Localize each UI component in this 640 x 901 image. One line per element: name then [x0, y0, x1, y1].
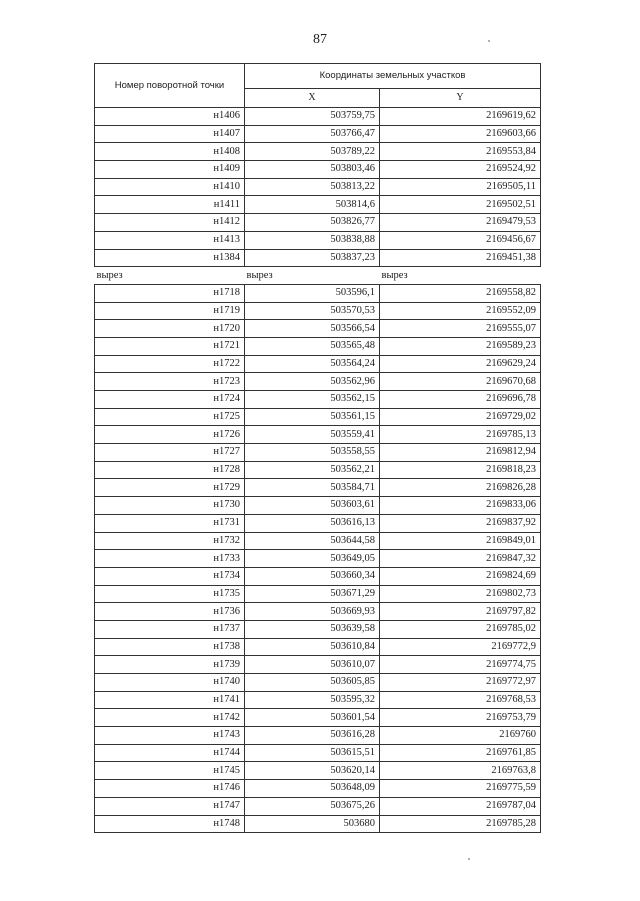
header-x: X [245, 89, 380, 108]
table-row [95, 302, 541, 320]
point-number-cell: н1408 [95, 143, 245, 161]
table-row [95, 797, 541, 815]
x-coordinate-cell: 503570,53 [245, 302, 380, 320]
point-number-cell: н1735 [95, 585, 245, 603]
point-number-cell: н1732 [95, 532, 245, 550]
point-number-cell: н1737 [95, 620, 245, 638]
x-coordinate-cell: 503826,77 [245, 214, 380, 232]
point-number-cell: н1413 [95, 231, 245, 249]
table-row [95, 231, 541, 249]
y-coordinate-cell: 2169505,11 [380, 178, 541, 196]
point-number-cell: н1725 [95, 408, 245, 426]
point-number-cell: н1411 [95, 196, 245, 214]
point-number-cell: н1731 [95, 514, 245, 532]
point-number-cell: н1407 [95, 125, 245, 143]
x-coordinate-cell: 503660,34 [245, 567, 380, 585]
y-coordinate-cell: 2169797,82 [380, 603, 541, 621]
x-coordinate-cell: 503837,23 [245, 249, 380, 267]
y-coordinate-cell: 2169524,92 [380, 161, 541, 179]
point-number-cell: н1747 [95, 797, 245, 815]
y-coordinate-cell: 2169812,94 [380, 444, 541, 462]
coordinates-table [94, 63, 541, 833]
table-row [95, 337, 541, 355]
x-coordinate-cell: 503562,96 [245, 373, 380, 391]
point-number-cell: н1733 [95, 550, 245, 568]
y-coordinate-cell: 2169753,79 [380, 709, 541, 727]
y-coordinate-cell: 2169847,32 [380, 550, 541, 568]
x-coordinate-cell: 503639,58 [245, 620, 380, 638]
x-coordinate-cell: 503789,22 [245, 143, 380, 161]
table-row [95, 603, 541, 621]
x-coordinate-cell: 503616,28 [245, 727, 380, 745]
y-coordinate-cell: 2169849,01 [380, 532, 541, 550]
point-number-cell: н1723 [95, 373, 245, 391]
point-number-cell: н1721 [95, 337, 245, 355]
table-row [95, 355, 541, 373]
table-row [95, 461, 541, 479]
table-row [95, 373, 541, 391]
point-number-cell: н1727 [95, 444, 245, 462]
x-coordinate-cell: 503562,21 [245, 461, 380, 479]
point-number-cell: н1384 [95, 249, 245, 267]
y-coordinate-cell: 2169787,04 [380, 797, 541, 815]
x-coordinate-cell: 503564,24 [245, 355, 380, 373]
y-coordinate-cell: 2169589,23 [380, 337, 541, 355]
table-row [95, 620, 541, 638]
table-row [95, 815, 541, 833]
y-coordinate-cell: 2169552,09 [380, 302, 541, 320]
y-coordinate-cell: 2169479,53 [380, 214, 541, 232]
y-coordinate-cell: 2169826,28 [380, 479, 541, 497]
page-number: 87 [313, 32, 327, 47]
x-coordinate-cell: 503620,14 [245, 762, 380, 780]
x-coordinate-cell: 503680 [245, 815, 380, 833]
table-row [95, 196, 541, 214]
point-number-cell: н1745 [95, 762, 245, 780]
x-coordinate-cell: 503803,46 [245, 161, 380, 179]
point-number-cell: н1410 [95, 178, 245, 196]
point-number-cell: н1748 [95, 815, 245, 833]
x-coordinate-cell: 503675,26 [245, 797, 380, 815]
point-number-cell: н1406 [95, 108, 245, 126]
table-row [95, 408, 541, 426]
point-number-cell: н1739 [95, 656, 245, 674]
x-coordinate-cell: 503813,22 [245, 178, 380, 196]
point-number-cell: н1740 [95, 674, 245, 692]
table-row [95, 444, 541, 462]
x-coordinate-cell: 503648,09 [245, 780, 380, 798]
x-coordinate-cell: 503610,84 [245, 638, 380, 656]
point-number-cell: н1412 [95, 214, 245, 232]
scan-speck [468, 858, 470, 860]
table-row [95, 674, 541, 692]
table-header [95, 64, 541, 108]
table-row [95, 125, 541, 143]
table-row [95, 780, 541, 798]
x-coordinate-cell: 503596,1 [245, 284, 380, 302]
y-coordinate-cell: 2169761,85 [380, 744, 541, 762]
x-coordinate-cell: 503559,41 [245, 426, 380, 444]
table-row [95, 656, 541, 674]
x-coordinate-cell: 503603,61 [245, 497, 380, 515]
table-row [95, 178, 541, 196]
y-coordinate-cell: 2169619,62 [380, 108, 541, 126]
point-number-cell: н1718 [95, 284, 245, 302]
x-coordinate-cell: 503671,29 [245, 585, 380, 603]
y-coordinate-cell: 2169456,67 [380, 231, 541, 249]
y-coordinate-cell: 2169763,8 [380, 762, 541, 780]
y-coordinate-cell: 2169824,69 [380, 567, 541, 585]
point-number-cell: н1724 [95, 391, 245, 409]
point-number-cell: н1743 [95, 727, 245, 745]
table-row [95, 532, 541, 550]
table-row [95, 161, 541, 179]
table-row [95, 550, 541, 568]
y-coordinate-cell: 2169833,06 [380, 497, 541, 515]
x-coordinate-cell: 503644,58 [245, 532, 380, 550]
y-coordinate-cell: 2169558,82 [380, 284, 541, 302]
point-number-cell: н1722 [95, 355, 245, 373]
cut-row [95, 267, 541, 285]
scan-speck [488, 40, 490, 42]
y-coordinate-cell: 2169768,53 [380, 691, 541, 709]
coordinates-block-1 [95, 108, 541, 267]
x-coordinate-cell: 503814,6 [245, 196, 380, 214]
header-coordinates: Координаты земельных участков [245, 64, 541, 89]
point-number-cell: н1719 [95, 302, 245, 320]
x-coordinate-cell: 503838,88 [245, 231, 380, 249]
point-number-cell: н1746 [95, 780, 245, 798]
table-row [95, 143, 541, 161]
table-row [95, 249, 541, 267]
point-number-cell: н1729 [95, 479, 245, 497]
y-coordinate-cell: 2169603,66 [380, 125, 541, 143]
x-coordinate-cell: 503615,51 [245, 744, 380, 762]
x-coordinate-cell: 503601,54 [245, 709, 380, 727]
header-point-number: Номер поворотной точки [95, 64, 245, 108]
y-coordinate-cell: 2169774,75 [380, 656, 541, 674]
x-coordinate-cell: 503566,54 [245, 320, 380, 338]
point-number-cell: н1741 [95, 691, 245, 709]
x-coordinate-cell: 503584,71 [245, 479, 380, 497]
cut-label-x: вырез [245, 267, 380, 285]
point-number-cell: н1728 [95, 461, 245, 479]
point-number-cell: н1730 [95, 497, 245, 515]
table-row [95, 514, 541, 532]
y-coordinate-cell: 2169818,23 [380, 461, 541, 479]
coordinates-block-2 [95, 284, 541, 832]
point-number-cell: н1744 [95, 744, 245, 762]
x-coordinate-cell: 503595,32 [245, 691, 380, 709]
y-coordinate-cell: 2169785,13 [380, 426, 541, 444]
point-number-cell: н1726 [95, 426, 245, 444]
table-row [95, 426, 541, 444]
x-coordinate-cell: 503759,75 [245, 108, 380, 126]
point-number-cell: н1742 [95, 709, 245, 727]
table-row [95, 320, 541, 338]
y-coordinate-cell: 2169772,9 [380, 638, 541, 656]
point-number-cell: н1738 [95, 638, 245, 656]
x-coordinate-cell: 503562,15 [245, 391, 380, 409]
x-coordinate-cell: 503561,15 [245, 408, 380, 426]
table-row [95, 709, 541, 727]
table-row [95, 108, 541, 126]
y-coordinate-cell: 2169837,92 [380, 514, 541, 532]
y-coordinate-cell: 2169785,02 [380, 620, 541, 638]
table-row [95, 567, 541, 585]
x-coordinate-cell: 503649,05 [245, 550, 380, 568]
x-coordinate-cell: 503565,48 [245, 337, 380, 355]
y-coordinate-cell: 2169451,38 [380, 249, 541, 267]
header-y: Y [380, 89, 541, 108]
y-coordinate-cell: 2169555,07 [380, 320, 541, 338]
y-coordinate-cell: 2169760 [380, 727, 541, 745]
point-number-cell: н1409 [95, 161, 245, 179]
table-row [95, 691, 541, 709]
y-coordinate-cell: 2169785,28 [380, 815, 541, 833]
table-row [95, 638, 541, 656]
y-coordinate-cell: 2169729,02 [380, 408, 541, 426]
table-row [95, 727, 541, 745]
point-number-cell: н1734 [95, 567, 245, 585]
y-coordinate-cell: 2169629,24 [380, 355, 541, 373]
y-coordinate-cell: 2169802,73 [380, 585, 541, 603]
point-number-cell: н1720 [95, 320, 245, 338]
y-coordinate-cell: 2169502,51 [380, 196, 541, 214]
cut-separator [95, 267, 541, 285]
table-row [95, 391, 541, 409]
y-coordinate-cell: 2169670,68 [380, 373, 541, 391]
x-coordinate-cell: 503610,07 [245, 656, 380, 674]
cut-label-y: вырез [380, 267, 541, 285]
y-coordinate-cell: 2169775,59 [380, 780, 541, 798]
table-row [95, 497, 541, 515]
x-coordinate-cell: 503669,93 [245, 603, 380, 621]
y-coordinate-cell: 2169772,97 [380, 674, 541, 692]
point-number-cell: н1736 [95, 603, 245, 621]
table-row [95, 479, 541, 497]
x-coordinate-cell: 503558,55 [245, 444, 380, 462]
y-coordinate-cell: 2169553,84 [380, 143, 541, 161]
table-row [95, 585, 541, 603]
x-coordinate-cell: 503616,13 [245, 514, 380, 532]
cut-label-point: вырез [95, 267, 245, 285]
table-row [95, 744, 541, 762]
x-coordinate-cell: 503766,47 [245, 125, 380, 143]
table-row [95, 284, 541, 302]
table-row [95, 214, 541, 232]
x-coordinate-cell: 503605,85 [245, 674, 380, 692]
table-row [95, 762, 541, 780]
y-coordinate-cell: 2169696,78 [380, 391, 541, 409]
